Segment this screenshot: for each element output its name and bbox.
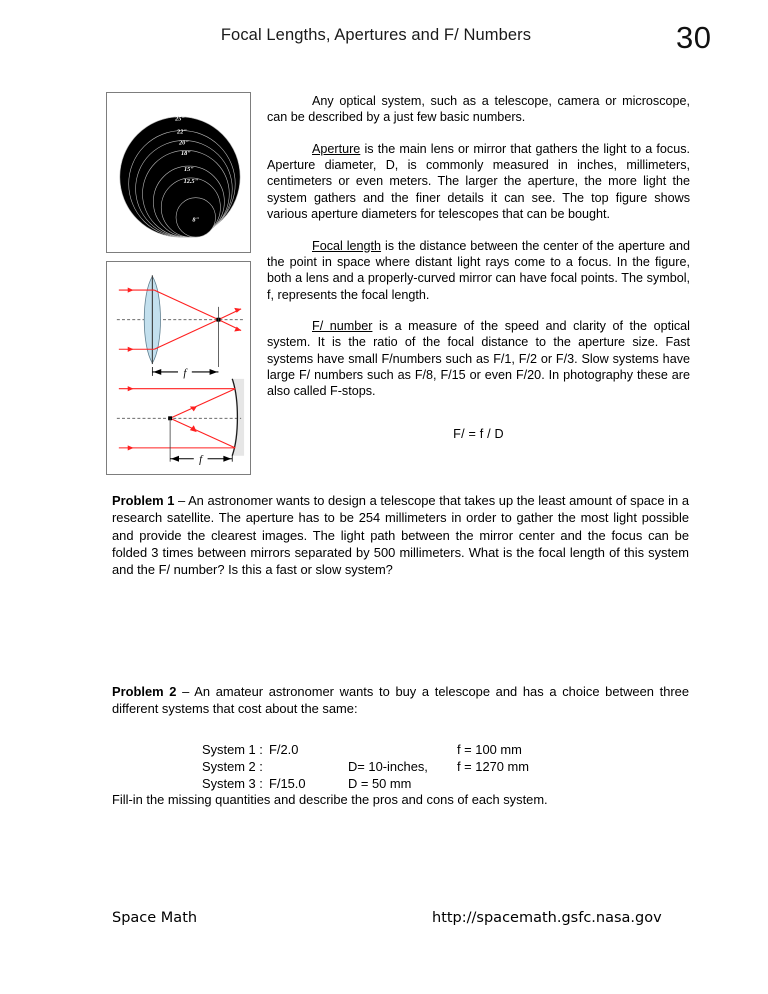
aperture-label-18: 18"	[180, 150, 191, 158]
problem-1	[112, 492, 689, 578]
term-focal-length: Focal length	[312, 238, 382, 253]
footer-brand: Space Math	[112, 910, 198, 926]
footer-url[interactable]: http://spacemath.gsfc.nasa.gov	[432, 910, 662, 926]
system-2-focal: f = 1270 mm	[457, 759, 530, 774]
problem-2	[112, 683, 689, 718]
mirror-focal-length-label: f	[199, 453, 203, 466]
paragraph-f-number	[267, 318, 690, 400]
page-header	[0, 20, 768, 66]
system-1-focal: f = 100 mm	[457, 742, 522, 757]
system-row-1	[112, 741, 689, 758]
aperture-label-12_5: 12.5"	[183, 177, 199, 185]
system-row-2	[112, 758, 689, 775]
lens-focal-length-label: f	[183, 366, 187, 379]
system-3-fnumber: F/15.0	[269, 776, 306, 791]
paragraph-focal-length-body: is the distance between the center of the aperture and the point in space where distant light rays come to a focus. In the figure, both a lens and a properly-curved mirror can have focal points. The symbol, f, represents the focal length.	[267, 238, 690, 302]
system-1-fnumber: F/2.0	[269, 742, 299, 757]
problem-2-text: – An amateur astronomer wants to buy a telescope and has a choice between three different systems that cost about the same:	[112, 684, 689, 717]
paragraph-f-number-body: is a measure of the speed and clarity of the optical system. It is the ratio of the focal distance to the aperture size. Fast systems have small F/numbers such as F/1, F/2 or F/3. Slow systems have large F/ numbers such as F/8, F/15 or even F/20. In photography these are also called F-stops.	[267, 318, 690, 399]
page-title: Focal Lengths, Apertures and F/ Numbers	[220, 26, 532, 44]
problem-1-text: – An astronomer wants to design a telescope that takes up the least amount of space in a research satellite. The aperture has to be 254 millimeters in order to gather the most light possible and provide the clearest images. The light path between the mirror center and the focus can be folded 3 times between mirrors separated by 500 millimeters. What is the focal length of this system and the F/ number? Is this a fast or slow system?	[112, 493, 689, 578]
page-number: 30	[676, 20, 712, 55]
systems-list	[112, 741, 689, 792]
paragraph-focal-length	[267, 238, 690, 303]
intro-text-column	[267, 93, 690, 415]
paragraph-aperture	[267, 141, 690, 223]
aperture-label-22: 22"	[177, 128, 187, 136]
focal-length-figure	[106, 261, 251, 475]
system-row-3	[112, 775, 689, 792]
paragraph-intro: Any optical system, such as a telescope, camera or microscope, can be described by a just few basic numbers.	[267, 94, 690, 125]
aperture-label-20: 20"	[179, 139, 189, 147]
aperture-circles-svg	[107, 93, 250, 252]
aperture-label-15: 15"	[183, 166, 194, 174]
paragraph-aperture-body: is the main lens or mirror that gathers the light to a focus. Aperture diameter, D, is commonly measured in inches, millimeters, centimeters or even meters. The larger the aperture, the more light the system gathers and the finer details it can see. The top figure shows various aperture diameters for telescopes that can be bought.	[267, 141, 690, 222]
problem-1-label: Problem 1	[112, 493, 175, 508]
system-2-name: System 2 :	[202, 759, 263, 774]
system-3-diameter: D = 50 mm	[348, 776, 412, 791]
system-1-name: System 1 :	[202, 742, 263, 757]
system-2-diameter: D= 10-inches,	[348, 759, 428, 774]
aperture-label-25: 25"	[175, 115, 185, 123]
aperture-label-8: 8"	[192, 216, 200, 224]
problem-2-label: Problem 2	[112, 684, 177, 699]
aperture-diameters-figure	[106, 92, 251, 253]
fill-in-instruction: Fill-in the missing quantities and describe the pros and cons of each system.	[112, 792, 548, 807]
term-aperture: Aperture	[312, 141, 361, 156]
f-number-formula: F/ = f / D	[453, 427, 504, 441]
focal-length-svg	[107, 262, 250, 474]
system-3-name: System 3 :	[202, 776, 263, 791]
term-f-number: F/ number	[312, 318, 373, 333]
page-footer	[0, 910, 768, 938]
